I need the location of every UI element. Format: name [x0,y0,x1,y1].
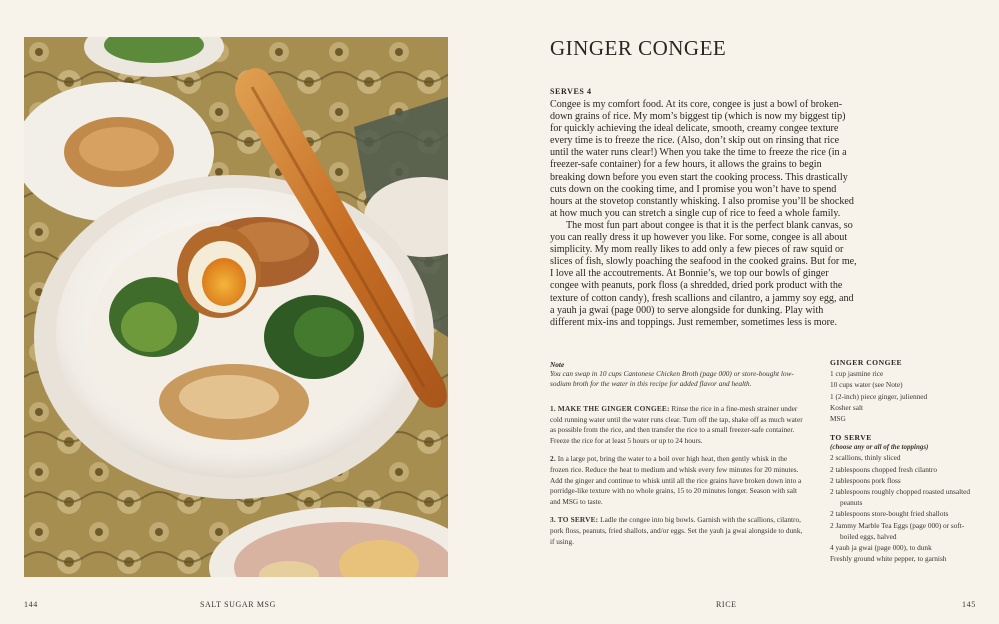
ingredients-list [830,357,980,572]
serve-ingredients [830,452,980,564]
ingredient-item: 1 (2-inch) piece ginger, julienned [830,391,928,401]
right-page-number: 145 [962,600,976,609]
step-label: 1. MAKE THE GINGER CONGEE: [550,404,670,413]
recipe-intro [550,99,858,329]
ingredient-item: MSG [830,414,846,424]
step-item [550,515,806,547]
note-label: Note [550,360,565,369]
step-text: Ladle the congee into big bowls. Garnish with the scallions, cilantro, pork floss, peanuts, fried shallots, and/or eggs. Set the yauh ja gwai alongside to dunk, if using. [550,515,803,546]
ingredient-item: 2 Jammy Marble Tea Eggs (page 000) or soft-boiled eggs, halved [830,520,965,541]
step-text: Rinse the rice in a fine-mesh strainer under cold running water until the water runs clear. Turn off the tap, shake off as much water as possible from the rice, and then transfer the rice to a small freezer-safe container. Freeze the rice for at least 5 hours or up to 24 hours. [550,404,803,445]
congee-ingredients [830,368,980,424]
ingredient-item: Freshly ground white pepper, to garnish [830,554,947,564]
left-page-number: 144 [24,600,38,609]
step-item [550,454,806,507]
ingredient-item: 2 tablespoons roughly chopped roasted unsalted peanuts [830,487,971,508]
ingredient-item: 2 scallions, thinly sliced [830,453,901,463]
step-label: 3. TO SERVE: [550,515,599,525]
serves-label: SERVES 4 [550,87,592,96]
ingredient-item: Kosher salt [830,402,864,412]
ingredient-item: 1 cup jasmine rice [830,369,884,379]
ingredient-item: 4 yauh ja gwai (page 000), to dunk [830,543,932,553]
ingredient-item: 2 tablespoons pork floss [830,475,901,485]
congee-photo [24,37,448,577]
note-text: You can swap in 10 cups Cantonese Chicken Broth (page 000) or store-bought low-sodium broth for the water in this recipe for added flavor and health. [550,369,794,388]
section-footer: RICE [716,600,737,609]
serve-heading: TO SERVE [830,433,872,443]
step-text: In a large pot, bring the water to a boil over high heat, then gently whisk in the frozen rice. Reduce the heat to medium and whisk every few minutes for 20 minutes. Add the ginger and continue to whisk until all the rice grains have broken down into a porridge-like texture with no whole grains, 15 to 20 minutes longer. Season with salt and MSG to taste. [550,454,802,506]
congee-illustration [24,37,448,577]
recipe-steps [550,404,806,555]
ingredient-item: 2 tablespoons store-bought fried shallots [830,509,949,519]
step-item [550,404,806,446]
recipe-title: GINGER CONGEE [550,36,727,60]
ingredient-item: 10 cups water (see Note) [830,380,903,390]
ingredients-heading: GINGER CONGEE [830,358,903,367]
ingredient-item: 2 tablespoons chopped fresh cilantro [830,464,937,474]
book-title-footer: SALT SUGAR MSG [200,600,276,609]
intro-paragraph: Congee is my comfort food. At its core, congee is just a bowl of broken-down grains of rice. My mom’s biggest tip (which is now my biggest tip) for quickly achieving the ideal delicate, smooth, creamy congee texture every time is to freeze the rice. (Also, don’t skip out on rinsing that rice until the water runs clear!) When you take the time to freeze the rice (in a freezer-safe container) for a few hours, it allows the grains to begin breaking down before you even start the cooking process. This drastically cuts down on the cooking time, and I promise you won’t have to spend hours at the stovetop constantly whisking. I also promise you’ll be shocked at how much you can stretch a single cup of rice to feed a whole family. [550,99,854,219]
serve-subheading: (choose any or all of the toppings) [830,443,929,452]
step-label: 2. [550,454,556,464]
intro-paragraph: The most fun part about congee is that it is the perfect blank canvas, so you can really dress it up however you like. For some, congee is all about simplicity. My mom really likes to add only a few pieces of raw squid or slices of fish, slowly poaching the seafood in the cooked grains. But for me, I love all the accoutrements. At Bonnie’s, we top our bowls of ginger congee with peanuts, pork floss (a shredded, dried pork product with the texture of cotton candy), fresh scallions and cilantro, a jammy soy egg, and a yauh ja gwai (page 000) to serve alongside for dunking. Play with different mix-ins and toppings. Just remember, sometimes less is more. [550,219,857,328]
